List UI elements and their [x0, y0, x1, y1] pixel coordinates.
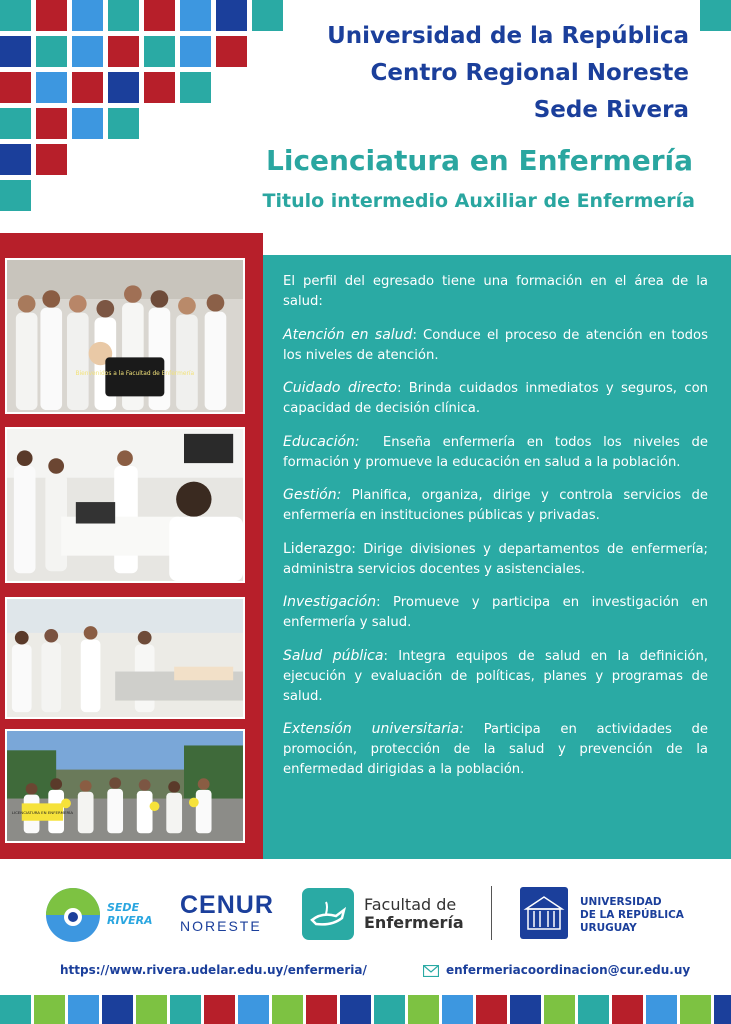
divider: [491, 886, 492, 940]
udelar-text-2: DE LA REPÚBLICA: [580, 909, 684, 921]
profile-text: Integra equipos de salud en la definición, ejecución y evaluación de políticas, planes y programas de salud.: [283, 648, 708, 704]
profile-item: Investigación: Promueve y participa en investigación en enfermería y salud.: [283, 594, 708, 630]
profile-term: Cuidado directo: [283, 380, 397, 396]
logos-row: [0, 880, 731, 950]
website-link[interactable]: https://www.rivera.udelar.edu.uy/enfermeria/: [60, 963, 367, 977]
sede-rivera-icon: [45, 887, 101, 943]
mail-icon: [423, 962, 439, 974]
udelar-logo: [520, 887, 700, 943]
university-name: Universidad de la República: [327, 23, 689, 49]
facultad-text-2: Enfermería: [364, 913, 464, 932]
profile-item: Liderazgo: Dirige divisiones y departamentos de enfermería; administra servicios docentes y asistenciales.: [283, 540, 708, 577]
regional-center: Centro Regional Noreste: [370, 60, 689, 86]
decorative-bottom-strip: [0, 995, 731, 1024]
program-subtitle: Titulo intermedio Auxiliar de Enfermería: [262, 190, 695, 212]
cenur-text-2: NORESTE: [180, 918, 262, 934]
cenur-text-1: CENUR: [180, 891, 274, 919]
profile-term: Investigación: [283, 594, 377, 610]
photo-panel: [0, 233, 263, 859]
header: [269, 18, 689, 129]
cenur-logo: [180, 892, 274, 934]
photo-hospital-training: [5, 597, 245, 719]
profile-item: [283, 485, 708, 526]
photo-outdoor-event: [5, 729, 245, 843]
profile-intro: El perfil del egresado tiene una formación en el área de la salud:: [283, 274, 708, 309]
email-link[interactable]: enfermeriacoordinacion@cur.edu.uy: [446, 963, 691, 977]
photo-practice-room: [5, 427, 245, 583]
program-title: Licenciatura en Enfermería: [266, 144, 693, 177]
profile-term: Atención en salud: [283, 326, 413, 343]
campus-name: Sede Rivera: [533, 97, 689, 123]
udelar-text-3: URUGUAY: [580, 922, 637, 934]
profile-text: Participa en actividades de promoción, protección de la salud y prevención de la enfermedad dirigidas a la población.: [283, 722, 708, 777]
profile-item: [283, 432, 708, 473]
profile-term: Salud pública: [283, 647, 384, 664]
profile-text: Brinda cuidados inmediatos y seguros, con capacidad de decisión clínica.: [283, 381, 709, 416]
building-icon: [520, 887, 568, 939]
sede-rivera-logo: [45, 887, 165, 943]
profile-term: Extensión universitaria:: [283, 721, 465, 737]
photo-group-graduates: [5, 258, 245, 414]
facultad-text-1: Facultad de: [364, 895, 457, 914]
profile-term: Liderazgo: [283, 540, 352, 557]
sede-text-2: RIVERA: [107, 914, 153, 927]
profile-item: Cuidado directo: Brinda cuidados inmediatos y seguros, con capacidad de decisión clínica.: [283, 380, 709, 416]
graduate-profile: [283, 272, 708, 793]
profile-text: Promueve y participa en investigación en enfermería y salud.: [283, 595, 708, 630]
sede-text-1: SEDE: [107, 901, 140, 914]
banner-text: LICENCIATURA EN ENFERMERÍA: [11, 810, 74, 815]
profile-item: Salud pública: Integra equipos de salud en la definición, ejecución y evaluación de políticas, planes y programas de salud.: [283, 647, 708, 704]
profile-text: Conduce el proceso de atención en todos los niveles de atención.: [283, 327, 708, 363]
profile-term: Gestión:: [283, 487, 342, 503]
profile-item: [283, 719, 708, 780]
profile-text: Dirige divisiones y departamentos de enfermería; administra servicios docentes y asistenciales.: [283, 541, 708, 577]
udelar-text-1: UNIVERSIDAD: [580, 896, 662, 908]
lamp-icon: [302, 888, 354, 940]
profile-text: Enseña enfermería en todos los niveles de formación y promueve la educación en salud a la población.: [283, 434, 708, 470]
poster-text: Bienvenidos a la Facultad de Enfermería: [75, 370, 195, 377]
profile-item: Atención en salud: Conduce el proceso de atención en todos los niveles de atención.: [283, 326, 708, 363]
profile-text: Planifica, organiza, dirige y controla servicios de enfermería en instituciones públicas y privadas.: [283, 488, 708, 523]
profile-term: Educación:: [283, 433, 360, 450]
facultad-logo: [302, 888, 482, 942]
